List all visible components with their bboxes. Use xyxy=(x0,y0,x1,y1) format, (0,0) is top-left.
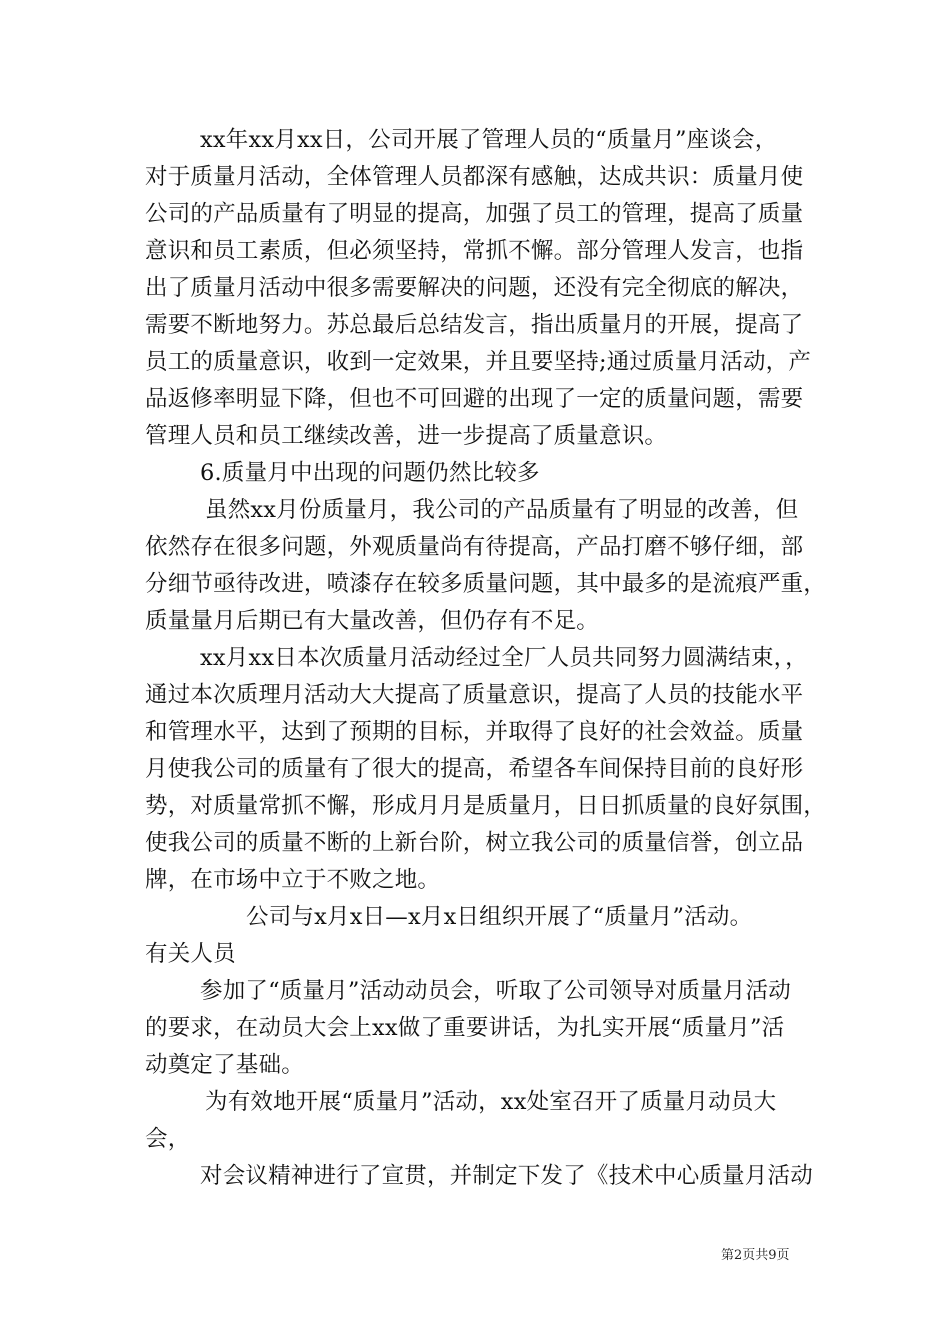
section-heading: 6.质量月中出现的问题仍然比较多 xyxy=(200,460,540,486)
page-number: 第2页共9页 xyxy=(721,1248,790,1263)
text-line: 为有效地开展“质量月”活动，xx处室召开了质量月动员大 xyxy=(205,1089,777,1115)
text-line: 动奠定了基础。 xyxy=(145,1052,304,1078)
text-line: 质量量月后期已有大量改善，但仍存有不足。 xyxy=(145,608,600,634)
text-line: 牌，在市场中立于不败之地。 xyxy=(145,867,441,893)
text-line: 公司与x月x日—x月x日组织开展了“质量月”活动。 xyxy=(246,904,753,930)
text-line: 有关人员 xyxy=(145,941,236,967)
text-line: 月使我公司的质量有了很大的提高，希望各车间保持目前的良好形 xyxy=(145,756,804,782)
text-line: 对于质量月活动，全体管理人员都深有感触，达成共识：质量月使 xyxy=(145,164,804,190)
text-line: 会， xyxy=(145,1126,191,1152)
text-line: 意识和员工素质，但必须坚持，常抓不懈。部分管理人发言，也指 xyxy=(145,238,804,264)
text-line: 公司的产品质量有了明显的提高，加强了员工的管理，提高了质量 xyxy=(145,201,804,227)
text-line: xx年xx月xx日，公司开展了管理人员的“质量月”座谈会， xyxy=(200,127,778,153)
text-line: 分细节亟待改进，喷漆存在较多质量问题，其中最多的是流痕严重， xyxy=(145,571,827,597)
text-line: 出了质量月活动中很多需要解决的问题，还没有完全彻底的解决， xyxy=(145,275,804,301)
text-line: 势，对质量常抓不懈，形成月月是质量月，日日抓质量的良好氛围， xyxy=(145,793,827,819)
text-line: xx月xx日本次质量月活动经过全厂人员共同努力圆满结束，， xyxy=(200,645,808,671)
text-line: 使我公司的质量不断的上新台阶，树立我公司的质量信誉，创立品 xyxy=(145,830,804,856)
text-line: 参加了“质量月”活动动员会，听取了公司领导对质量月活动 xyxy=(200,978,791,1004)
text-line: 虽然xx月份质量月，我公司的产品质量有了明显的改善，但 xyxy=(205,497,799,523)
text-line: 员工的质量意识，收到一定效果，并且要坚持;通过质量月活动，产 xyxy=(145,349,812,375)
text-line: 对会议精神进行了宣贯，并制定下发了《技术中心质量月活动 xyxy=(200,1163,813,1189)
text-line: 管理人员和员工继续改善，进一步提高了质量意识。 xyxy=(145,423,668,449)
text-line: 需要不断地努力。苏总最后总结发言，指出质量月的开展，提高了 xyxy=(145,312,804,338)
text-line: 的要求，在动员大会上xx做了重要讲话，为扎实开展“质量月”活 xyxy=(145,1015,785,1041)
text-line: 品返修率明显下降，但也不可回避的出现了一定的质量问题，需要 xyxy=(145,386,804,412)
text-line: 依然存在很多问题，外观质量尚有待提高，产品打磨不够仔细，部 xyxy=(145,534,804,560)
text-line: 和管理水平，达到了预期的目标，并取得了良好的社会效益。质量 xyxy=(145,719,804,745)
text-line: 通过本次质理月活动大大提高了质量意识，提高了人员的技能水平 xyxy=(145,682,804,708)
